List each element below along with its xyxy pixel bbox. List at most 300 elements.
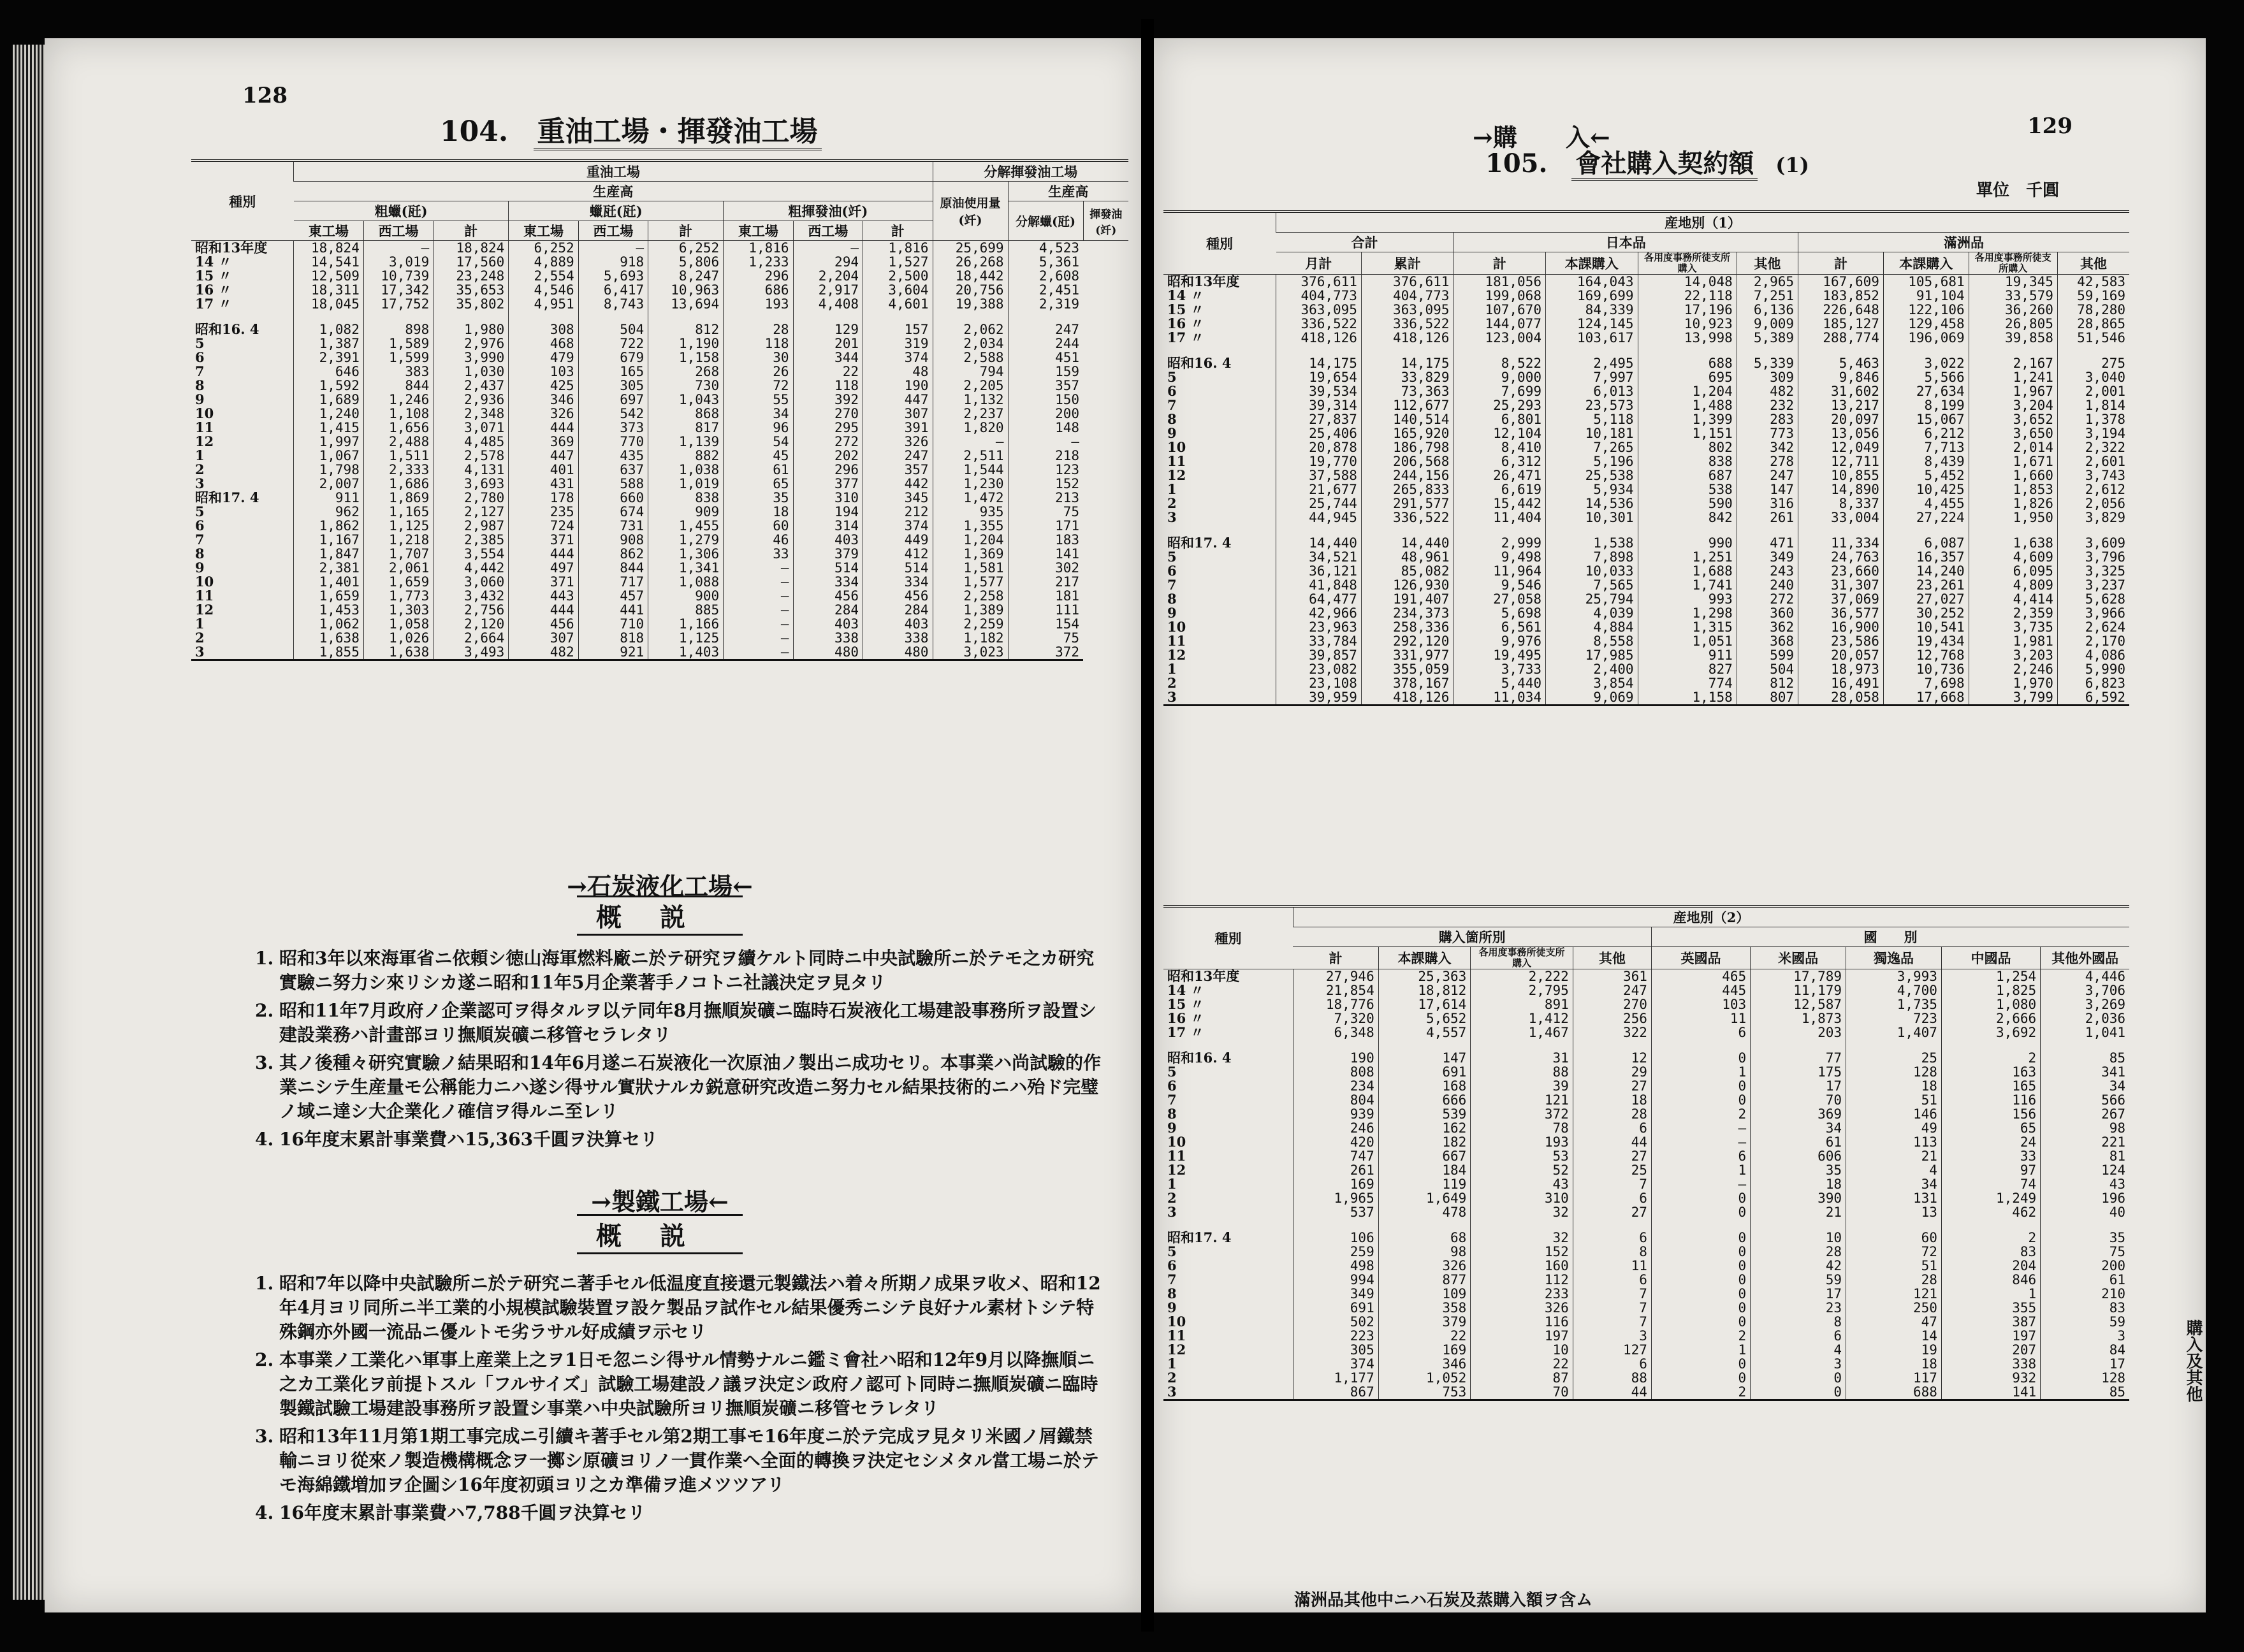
table-cell: 3 (2041, 1329, 2129, 1343)
table-cell: 588 (578, 477, 648, 491)
table-cell: 59 (1751, 1273, 1846, 1287)
table-cell: 284 (793, 603, 863, 617)
table-cell: 1,638 (1969, 536, 2057, 550)
table-cell: 898 (363, 322, 433, 337)
table-cell: 305 (578, 379, 648, 393)
table-cell: 6,312 (1454, 454, 1546, 468)
table-cell: 1,538 (1545, 536, 1638, 550)
table-cell: 3,990 (433, 351, 509, 365)
table-cell: 376,611 (1276, 275, 1362, 289)
row-label: 2 (1167, 1371, 1177, 1385)
table-cell: 39,959 (1276, 690, 1362, 706)
table-cell: 147 (1737, 482, 1798, 496)
table-cell: 1,341 (648, 561, 724, 575)
table-cell: 21 (1751, 1205, 1846, 1219)
table-cell: 334 (863, 575, 933, 589)
table-cell: 1,151 (1638, 426, 1737, 440)
table-cell: 2,624 (2057, 620, 2129, 634)
table-cell: 116 (1471, 1315, 1573, 1329)
table-cell: 435 (578, 449, 648, 463)
table-cell: 3,829 (2057, 511, 2129, 525)
table-cell: 994 (1293, 1273, 1378, 1287)
table-cell (1941, 1219, 2040, 1231)
table-cell: 336,522 (1361, 511, 1454, 525)
table-cell: 0 (1651, 1079, 1750, 1093)
table-cell: 1,254 (1941, 969, 2040, 984)
table-cell: 175 (1751, 1065, 1846, 1079)
table-cell: 8,439 (1883, 454, 1969, 468)
table-cell: 26,805 (1969, 317, 2057, 331)
row-label: 9 (1167, 1301, 1177, 1315)
table-cell: 420 (1293, 1135, 1378, 1149)
table-cell: 6 (1573, 1121, 1651, 1135)
table-cell: 193 (1471, 1135, 1573, 1149)
table-cell: 2,246 (1969, 662, 2057, 676)
table-cell: 827 (1638, 662, 1737, 676)
table-cell: — (1651, 1135, 1750, 1149)
table-row (1163, 1205, 2129, 1219)
table-cell: 129,458 (1883, 317, 1969, 331)
row-label: 2 (195, 631, 205, 645)
table-cell: 3,604 (863, 283, 933, 297)
table-cell: — (724, 575, 793, 589)
table-cell: 1,389 (933, 603, 1008, 617)
table-cell: 0 (1651, 1357, 1750, 1371)
table-cell: 909 (648, 505, 724, 519)
table-cell: 183 (1008, 533, 1083, 547)
table-cell: 118 (724, 337, 793, 351)
table-row (1163, 356, 2129, 370)
table-cell: 200 (1008, 407, 1083, 421)
table-row (1163, 1219, 2129, 1231)
table-cell: 168 (1378, 1079, 1471, 1093)
table-cell: 13,217 (1798, 398, 1884, 412)
table-row (1163, 525, 2129, 536)
table-cell: 129 (793, 322, 863, 337)
table-row (191, 561, 1128, 575)
header-category: 種別 (1163, 906, 1293, 969)
table-cell: 3,237 (2057, 578, 2129, 592)
table-cell: 26 (724, 365, 793, 379)
table-row (1163, 1231, 2129, 1245)
table-cell: 15,067 (1883, 412, 1969, 426)
table-cell: 165 (578, 365, 648, 379)
table-cell: 288,774 (1798, 331, 1884, 345)
table-cell: 18,824 (294, 241, 363, 256)
table-cell: 25,293 (1454, 398, 1546, 412)
table-cell: 1,970 (1969, 676, 2057, 690)
table-cell: 2,056 (2057, 496, 2129, 511)
table-row (1163, 1371, 2129, 1385)
table-cell: 1,401 (294, 575, 363, 589)
table-cell: 674 (578, 505, 648, 519)
right-page (1154, 38, 2206, 1612)
table-cell: 40 (2041, 1205, 2129, 1219)
header-category: 種別 (191, 161, 294, 241)
table-cell: 666 (1378, 1093, 1471, 1107)
table-cell: 117 (1846, 1371, 1942, 1385)
table-cell: 5,934 (1545, 482, 1638, 496)
table-cell: 5,566 (1883, 370, 1969, 384)
table-cell: 247 (1008, 322, 1083, 337)
table-row (191, 393, 1128, 407)
table-cell: 23,082 (1276, 662, 1362, 676)
row-label: 12 (195, 603, 214, 617)
table-cell: 51 (1846, 1093, 1942, 1107)
table-cell: 2,120 (433, 617, 509, 631)
table-cell: 4,485 (433, 435, 509, 449)
table-cell: 1,659 (294, 589, 363, 603)
table-cell: 294 (793, 255, 863, 269)
table-cell: 27,224 (1883, 511, 1969, 525)
table-row (1163, 634, 2129, 648)
table-row (1163, 482, 2129, 496)
table-cell: 5,389 (1737, 331, 1798, 345)
table-cell: 862 (578, 547, 648, 561)
table-row (1163, 370, 2129, 384)
table-cell: 34 (724, 407, 793, 421)
table-cell: 18,812 (1378, 983, 1471, 997)
table-cell: 96 (724, 421, 793, 435)
header-west: 西工場 (793, 221, 863, 241)
table-cell: 47 (1846, 1315, 1942, 1329)
iron-note-3: 3. 昭和13年11月第1期工事完成ニ引續キ著手セル第2期工事モ16年度ニ於テ完成ヲ見タリ米國ノ屑鐵禁輸ニヨリ從來ノ製造機構概念ヲ一擲シ原礦ヨリノ一貫作業ヘ全面的轉換ヲ決定セシメタル當工場ニ於テモ海綿鐵増加ヲ企圖シ16年度初頭ヨリ之カ準備ヲ進メツツアリ (255, 1426, 1100, 1495)
table-cell: 4,809 (1969, 578, 2057, 592)
table-cell (1798, 345, 1884, 356)
table-cell: 5,452 (1883, 468, 1969, 482)
table-cell: 774 (1638, 676, 1737, 690)
table-cell: 4,884 (1545, 620, 1638, 634)
table-cell: 310 (1471, 1191, 1573, 1205)
table-title: 會社購入契約額 (1571, 149, 1758, 181)
table-cell: 272 (793, 435, 863, 449)
table-cell: 2,061 (363, 561, 433, 575)
table-row (1163, 983, 2129, 997)
table-cell: 12,049 (1798, 440, 1884, 454)
table-row (1163, 1093, 2129, 1107)
table-row (191, 269, 1128, 283)
table-cell: 1,544 (933, 463, 1008, 477)
table-cell: 514 (863, 561, 933, 575)
table-cell: 10 (1751, 1231, 1846, 1245)
table-cell: 1,165 (363, 505, 433, 519)
table-cell: 6,252 (509, 241, 578, 256)
table-cell: 35 (2041, 1231, 2129, 1245)
table-row (1163, 592, 2129, 606)
row-label: 3 (195, 477, 205, 491)
table-cell: 23,261 (1883, 578, 1969, 592)
table-cell: 5,361 (1008, 255, 1083, 269)
table-cell (1361, 345, 1454, 356)
table-cell: 232 (1737, 398, 1798, 412)
table-cell: 35,802 (433, 297, 509, 311)
table-body (1163, 969, 2129, 1400)
table-cell: 85 (2041, 1051, 2129, 1065)
table-row (1163, 454, 2129, 468)
table-cell: 9,976 (1454, 634, 1546, 648)
table-row (1163, 648, 2129, 662)
table-cell: 250 (1846, 1301, 1942, 1315)
header-crack-wax: 分解蠟(瓩) (1008, 201, 1083, 241)
table-cell: 0 (1651, 1245, 1750, 1259)
table-cell: 1,671 (1969, 454, 2057, 468)
table-cell (1638, 345, 1737, 356)
table-cell: 1,204 (933, 533, 1008, 547)
table-cell: 218 (1008, 449, 1083, 463)
table-cell: 360 (1737, 606, 1798, 620)
table-cell: 4,523 (1008, 241, 1083, 256)
table-cell (1883, 345, 1969, 356)
table-cell: 295 (793, 421, 863, 435)
table-cell: 34 (1751, 1121, 1846, 1135)
table-cell: 154 (1008, 617, 1083, 631)
table-cell: 2,036 (2041, 1011, 2129, 1025)
table-cell: 54 (724, 435, 793, 449)
table-cell: 30 (724, 351, 793, 365)
table-cell: 234 (1293, 1079, 1378, 1093)
table-cell: 18,776 (1293, 997, 1378, 1011)
table-cell: 807 (1737, 690, 1798, 706)
table-cell (724, 311, 793, 322)
header-production: 生産高 (294, 182, 933, 201)
header-us: 米國品 (1751, 947, 1846, 969)
table-cell: 447 (509, 449, 578, 463)
table-cell: 244,156 (1361, 468, 1454, 482)
table-cell: 27,837 (1276, 412, 1362, 426)
table-cell: 169,699 (1545, 289, 1638, 303)
table-cell: 379 (793, 547, 863, 561)
table-cell: 3,269 (2041, 997, 2129, 1011)
header-manchuria: 滿洲品 (1798, 233, 2129, 252)
table-cell: 20,097 (1798, 412, 1884, 426)
table-row (191, 365, 1128, 379)
table-cell: 191,407 (1361, 592, 1454, 606)
table-cell: 23,660 (1798, 564, 1884, 578)
table-cell: 1,825 (1941, 983, 2040, 997)
table-row (1163, 578, 2129, 592)
table-cell: 373 (578, 421, 648, 435)
table-cell: 44 (1573, 1135, 1651, 1149)
table-cell: 818 (578, 631, 648, 645)
table-cell: 1,997 (294, 435, 363, 449)
row-label: 7 (1167, 578, 1177, 592)
table-cell: 1,369 (933, 547, 1008, 561)
table-cell: 204 (1941, 1259, 2040, 1273)
row-label: 1 (1167, 482, 1177, 496)
table-body (191, 241, 1128, 660)
row-label: 8 (1167, 592, 1177, 606)
row-label: 昭和17. 4 (1167, 536, 1232, 550)
table-cell: 310 (793, 491, 863, 505)
table-cell: 78,280 (2057, 303, 2129, 317)
table-cell: 17,614 (1378, 997, 1471, 1011)
table-cell (578, 311, 648, 322)
table-cell (2057, 525, 2129, 536)
table-cell: 0 (1651, 1051, 1750, 1065)
header-east: 東工場 (509, 221, 578, 241)
table-cell: 296 (793, 463, 863, 477)
row-label: 11 (1167, 1149, 1186, 1163)
table-cell: 418,126 (1361, 331, 1454, 345)
table-cell: 2,007 (294, 477, 363, 491)
table-cell: 8,558 (1545, 634, 1638, 648)
table-cell: 10,963 (648, 283, 724, 297)
table-cell: 2,666 (1941, 1011, 2040, 1025)
table-cell: 169 (1293, 1177, 1378, 1191)
row-label: 9 (195, 393, 205, 407)
table-row (1163, 289, 2129, 303)
table-body (1163, 275, 2129, 706)
table-cell (1454, 345, 1546, 356)
table-cell: 31,602 (1798, 384, 1884, 398)
table-cell: 2,391 (294, 351, 363, 365)
table-row (191, 322, 1128, 337)
table-row (1163, 1385, 2129, 1400)
header-heavy-oil: 重油工場 (294, 161, 933, 182)
table-cell: 246 (1293, 1121, 1378, 1135)
table-cell: 1,826 (1969, 496, 2057, 511)
table-cell: 3,071 (433, 421, 509, 435)
coal-section-title: →石炭液化工場← (567, 872, 753, 901)
table-cell: 14,440 (1276, 536, 1362, 550)
table-cell: 2,400 (1545, 662, 1638, 676)
table-cell: 42,583 (2057, 275, 2129, 289)
row-label: 3 (191, 645, 294, 660)
header-various-offices: 各用度事務所徒支所購入 (1969, 252, 2057, 275)
table-cell: 88 (1471, 1065, 1573, 1079)
table-cell: 23,586 (1798, 634, 1884, 648)
table-cell: 26,268 (933, 255, 1008, 269)
table-cell (1293, 1040, 1378, 1051)
table-cell: 480 (793, 645, 863, 660)
table-cell: 817 (648, 421, 724, 435)
table-cell: 2,359 (1969, 606, 2057, 620)
table-cell: 1,638 (363, 645, 433, 660)
table-row (1163, 606, 2129, 620)
table-row (191, 241, 1128, 256)
header-crude-wax: 粗蠟(瓩) (294, 201, 509, 221)
table-cell: 322 (1573, 1025, 1651, 1040)
table-cell: 468 (509, 337, 578, 351)
table-cell: 7 (1573, 1177, 1651, 1191)
table-row (1163, 1121, 2129, 1135)
table-cell: 667 (1378, 1149, 1471, 1163)
table-cell: 27,027 (1883, 592, 1969, 606)
table-cell: 691 (1378, 1065, 1471, 1079)
table-cell: 61 (1751, 1135, 1846, 1149)
table-cell: 19,345 (1969, 275, 2057, 289)
table-cell: 900 (648, 589, 724, 603)
table-cell: 275 (2057, 356, 2129, 370)
row-label: 昭和17. 4 (1167, 1231, 1232, 1245)
table-cell: 291,577 (1361, 496, 1454, 511)
table-cell: 442 (863, 477, 933, 491)
table-cell: 84,339 (1545, 303, 1638, 317)
table-row (191, 505, 1128, 519)
table-cell: 2,322 (2057, 440, 2129, 454)
table-row (191, 617, 1128, 631)
table-cell: 932 (1941, 1371, 2040, 1385)
header-uk: 英國品 (1651, 947, 1750, 969)
table-cell: 1,182 (933, 631, 1008, 645)
table-cell: 372 (1471, 1107, 1573, 1121)
table-row (1163, 690, 2129, 706)
table-cell: 885 (648, 603, 724, 617)
row-label: 2 (195, 463, 205, 477)
table-cell: 3,194 (2057, 426, 2129, 440)
table-cell: 0 (1651, 1287, 1750, 1301)
row-label: 5 (1167, 550, 1177, 564)
table-cell: 272 (1737, 592, 1798, 606)
table-cell: 363,095 (1361, 303, 1454, 317)
table-cell: 19,388 (933, 297, 1008, 311)
table-cell: 1,062 (294, 617, 363, 631)
row-label: 5 (1167, 1065, 1177, 1079)
table-cell: 1,453 (294, 603, 363, 617)
table-cell: 118 (793, 379, 863, 393)
table-cell: 4,446 (2041, 969, 2129, 984)
table-cell: 341 (2041, 1065, 2129, 1079)
table-cell: 1,816 (724, 241, 793, 256)
table-cell: 85 (2041, 1385, 2129, 1400)
page-number: 128 (242, 83, 288, 108)
table-cell: 5,463 (1798, 356, 1884, 370)
table-cell: 6,561 (1454, 620, 1546, 634)
table-cell: 710 (578, 617, 648, 631)
table-cell: 11,179 (1751, 983, 1846, 997)
row-label: 15 〃 (1167, 303, 1204, 317)
table-cell: 802 (1638, 440, 1737, 454)
table-cell: 206,568 (1361, 454, 1454, 468)
table-cell: 17,342 (363, 283, 433, 297)
table-cell: 838 (1638, 454, 1737, 468)
table-cell: 171 (1008, 519, 1083, 533)
table-cell (1545, 525, 1638, 536)
table-cell: 167,609 (1798, 275, 1884, 289)
table-cell: 131 (1846, 1191, 1942, 1205)
table-cell: 3,993 (1846, 969, 1942, 984)
row-label: 7 (195, 365, 205, 379)
page-edges (13, 45, 45, 1600)
table-cell: 88 (1573, 1371, 1651, 1385)
table-cell: 3 (1751, 1357, 1846, 1371)
header-cumulative: 累計 (1361, 252, 1454, 275)
table-row (1163, 1329, 2129, 1343)
table-row (191, 603, 1128, 617)
table-cell: 6,095 (1969, 564, 2057, 578)
table-row (1163, 345, 2129, 356)
table-cell: 2 (1941, 1231, 2040, 1245)
table-cell: 374 (863, 519, 933, 533)
table-cell (1545, 345, 1638, 356)
table-row (191, 337, 1128, 351)
table-row (191, 255, 1128, 269)
row-label: 3 (1167, 511, 1177, 525)
table-cell: 7,265 (1545, 440, 1638, 454)
table-cell: 9,546 (1454, 578, 1546, 592)
row-label: 5 (195, 505, 205, 519)
table-cell: 6,801 (1454, 412, 1546, 426)
table-cell: 7 (1573, 1301, 1651, 1315)
table-cell (1378, 1040, 1471, 1051)
table-cell: 730 (648, 379, 724, 393)
table-cell: 13,998 (1638, 331, 1737, 345)
table-row (191, 547, 1128, 561)
table-cell: 8 (1573, 1245, 1651, 1259)
table-cell: 116 (1941, 1093, 2040, 1107)
coal-notes (255, 946, 1103, 1156)
table-cell: 1,659 (363, 575, 433, 589)
